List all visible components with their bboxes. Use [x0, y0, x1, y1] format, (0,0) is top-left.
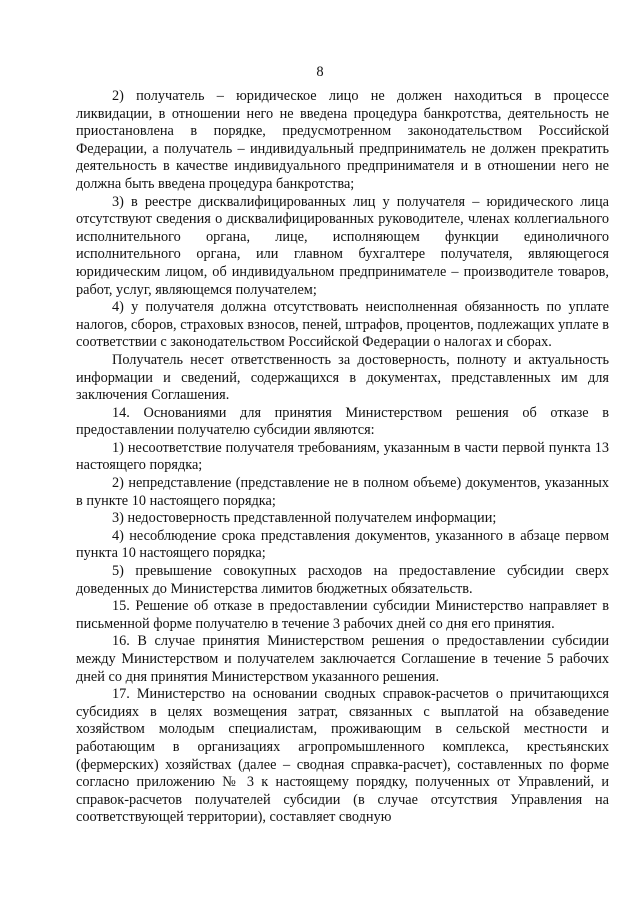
paragraph-16: 16. В случае принятия Министерством решения о предоставлении субсидии между Министерством и получателем заключается Соглашение в течение 5 рабочих дней со дня принятия Министерством указанного решения. — [76, 633, 609, 685]
paragraph-14-5: 5) превышение совокупных расходов на предоставление субсидии сверх доведенных до Министерства лимитов бюджетных обязательств. — [76, 563, 609, 597]
paragraph-14-2: 2) непредставление (представление не в полном объеме) документов, указанных в пункте 10 настоящего порядка; — [76, 475, 609, 509]
paragraph-3: 3) в реестре дисквалифицированных лиц у получателя – юридического лица отсутствуют сведения о дисквалифицированных руководителе, членах коллегиального исполнительного органа, лице, исполняющем функции единоличного исполнительного органа, или главном бухгалтере получателя, являющегося юридическим лицом, об индивидуальном предпринимателе – производителе товаров, работ, услуг, являющемся получателем; — [76, 193, 609, 298]
paragraph-14: 14. Основаниями для принятия Министерством решения об отказе в предоставлении получателю субсидии являются: — [76, 404, 609, 439]
paragraph-15: 15. Решение об отказе в предоставлении субсидии Министерство направляет в письменной форме получателю в течение 3 рабочих дней со дня его принятия. — [76, 598, 609, 632]
document-body — [76, 88, 609, 827]
page-number: 8 — [316, 64, 324, 80]
paragraph-14-3: 3) недостоверность представленной получателем информации; — [112, 510, 497, 527]
paragraph-14-4: 4) несоблюдение срока представления документов, указанного в абзаце первом пункта 10 настоящего порядка; — [76, 527, 609, 562]
paragraph-14-1: 1) несоответствие получателя требованиям, указанным в части первой пункта 13 настоящего порядка; — [76, 439, 609, 474]
paragraph-17: 17. Министерство на основании сводных справок-расчетов о причитающихся субсидиях в целях возмещения затрат, связанных с выплатой на обзаведение хозяйством молодым специалистам, проживающим в сельской местности и работающим в организациях агропромышленного комплекса, крестьянских (фермерских) хозяйствах (далее – сводная справка-расчет), составленных по форме согласно приложению № 3 к настоящему порядку, полученных от Управлений, и справок-расчетов получателей субсидии (в случае отсутствия Управления на соответствующей территории), составляет сводную — [76, 686, 609, 826]
paragraph-4: 4) у получателя должна отсутствовать неисполненная обязанность по уплате налогов, сборов, страховых взносов, пеней, штрафов, процентов, подлежащих уплате в соответствии с законодательством Российской Федерации о налогах и сборах. — [76, 299, 609, 351]
paragraph-2: 2) получатель – юридическое лицо не должен находиться в процессе ликвидации, в отношении него не введена процедура банкротства, деятельность не приостановлена в порядке, предусмотренном законодательством Российской Федерации, а получатель – индивидуальный предприниматель не должен прекратить деятельность в качестве индивидуального предпринимателя и в отношении него не должна быть введена процедура банкротства; — [76, 88, 609, 192]
paragraph-responsibility: Получатель несет ответственность за достоверность, полноту и актуальность информации и сведений, содержащихся в документах, представленных им для заключения Соглашения. — [76, 351, 609, 404]
